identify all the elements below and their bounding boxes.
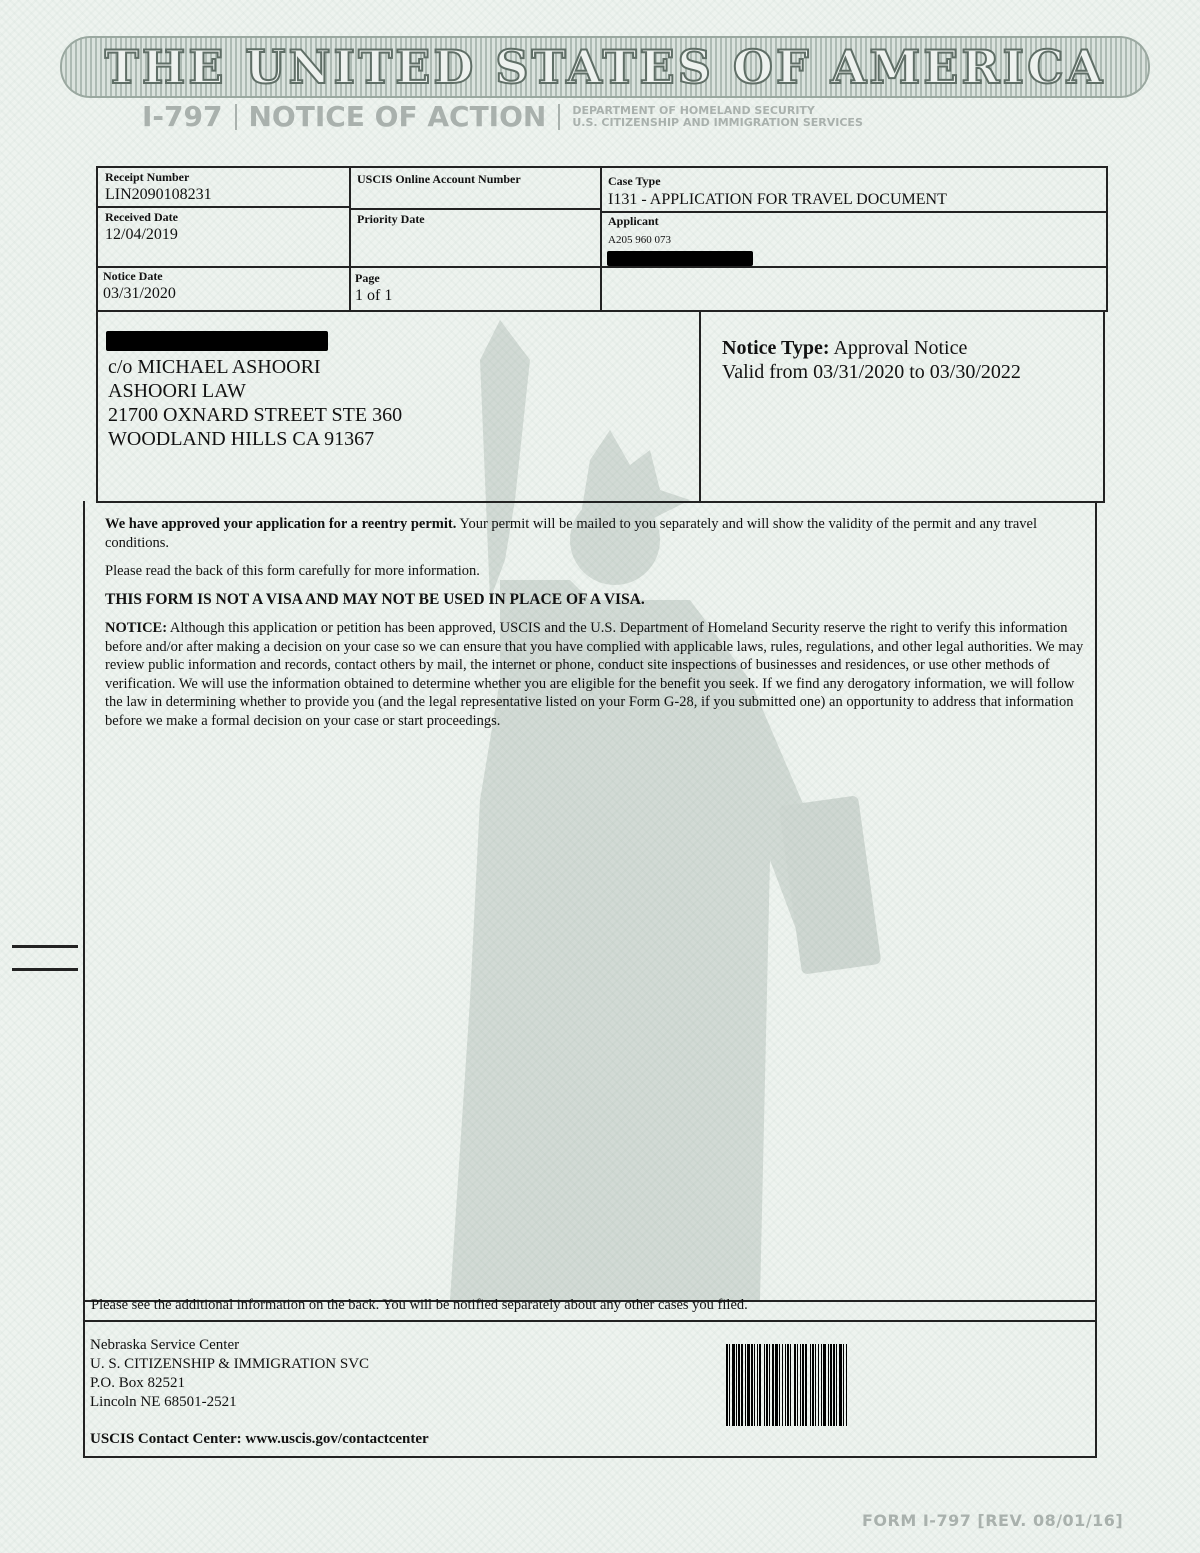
- office-line: Nebraska Service Center: [90, 1337, 240, 1353]
- received-date-label: Received Date: [105, 210, 178, 224]
- additional-info-line: Please see the additional information on the back. You will be notified separately about any other cases you filed.: [91, 1297, 748, 1313]
- page-value: 1 of 1: [355, 287, 393, 304]
- read-back-paragraph: Please read the back of this form carefully for more information.: [105, 563, 480, 579]
- notice-type-label: Notice Type:: [722, 337, 830, 359]
- department-line1: DEPARTMENT OF HOMELAND SECURITY: [572, 103, 815, 117]
- department-name: [572, 105, 863, 129]
- banner-title: THE UNITED STATES OF AMERICA: [104, 40, 1106, 94]
- heading-divider: [558, 104, 560, 130]
- grid-divider: [96, 206, 350, 208]
- footer-divider: [83, 1320, 1097, 1322]
- not-a-visa-warning: THIS FORM IS NOT A VISA AND MAY NOT BE USED IN PLACE OF A VISA.: [105, 590, 645, 608]
- address-line: c/o MICHAEL ASHOORI: [108, 356, 321, 378]
- address-line: ASHOORI LAW: [108, 380, 246, 402]
- grid-divider: [96, 266, 1108, 268]
- notice-paragraph: [105, 619, 1095, 730]
- block-divider: [699, 310, 701, 503]
- barcode-bar: [847, 1344, 848, 1426]
- redaction-bar: [607, 251, 753, 266]
- redaction-bar: [106, 331, 328, 351]
- receipt-number-label: Receipt Number: [105, 170, 190, 184]
- margin-mark: [12, 945, 78, 948]
- barcode: [726, 1344, 956, 1426]
- department-line2: U.S. CITIZENSHIP AND IMMIGRATION SERVICES: [572, 115, 863, 129]
- receipt-number-value: LIN2090108231: [105, 186, 212, 203]
- form-heading: [142, 100, 863, 133]
- applicant-label: Applicant: [608, 214, 659, 228]
- validity-period: Valid from 03/31/2020 to 03/30/2022: [722, 361, 1021, 383]
- form-number: I-797: [142, 100, 223, 133]
- form-title: NOTICE OF ACTION: [248, 100, 547, 133]
- case-type-label: Case Type: [608, 174, 661, 188]
- priority-date-label: Priority Date: [357, 212, 425, 226]
- notice-date-value: 03/31/2020: [103, 285, 176, 302]
- margin-mark: [12, 968, 78, 971]
- header-banner: [60, 36, 1150, 98]
- notice-date-label: Notice Date: [103, 269, 163, 283]
- case-type-value: I131 - APPLICATION FOR TRAVEL DOCUMENT: [608, 191, 947, 208]
- page-label: Page: [355, 271, 380, 285]
- notice-type-value: Approval Notice: [833, 337, 968, 359]
- contact-center: USCIS Contact Center: www.uscis.gov/contactcenter: [90, 1431, 429, 1447]
- online-account-label: USCIS Online Account Number: [357, 172, 521, 186]
- office-line: U. S. CITIZENSHIP & IMMIGRATION SVC: [90, 1356, 370, 1372]
- address-line: WOODLAND HILLS CA 91367: [108, 428, 375, 450]
- notice-type-block: [722, 336, 1021, 384]
- approval-detail: Your permit will be mailed to you separately and will show the validity of the permit and any travel conditions.: [105, 516, 1038, 551]
- notice-lead: NOTICE:: [105, 620, 168, 636]
- grid-divider: [600, 211, 1108, 213]
- approval-paragraph: [105, 515, 1095, 552]
- grid-divider: [600, 166, 602, 312]
- form-revision: FORM I-797 [REV. 08/01/16]: [862, 1511, 1124, 1530]
- case-info-grid: [96, 166, 1108, 312]
- service-center-address: [90, 1336, 369, 1412]
- grid-divider: [349, 166, 351, 312]
- office-line: P.O. Box 82521: [90, 1375, 186, 1391]
- grid-divider: [349, 208, 601, 210]
- applicant-value: A205 960 073: [608, 234, 671, 246]
- address-line: 21700 OXNARD STREET STE 360: [108, 404, 403, 426]
- notice-body: [105, 515, 1095, 740]
- approval-lead: We have approved your application for a reentry permit.: [105, 516, 457, 532]
- mailing-address: [108, 355, 402, 451]
- office-line: Lincoln NE 68501-2521: [90, 1394, 237, 1410]
- received-date-value: 12/04/2019: [105, 226, 178, 243]
- notice-detail: Although this application or petition has been approved, USCIS and the U.S. Department of Homeland Security reserve the right to verify this information before and/or after making a decision on your case so we can ensure that you have complied with applicable laws, rules, regulations, and other legal authorities. We may review public information and records, contact others by mail, the internet or phone, conduct site inspections of businesses and residences, or use other methods of verification. We will use the information obtained to determine whether you are eligible for the benefit you seek. If we find any derogatory information, we will follow the law in determining whether to provide you (and the legal representative listed on your Form G-28, if you submitted one) an opportunity to address that information before we make a formal decision on your case or start proceedings.: [105, 620, 1084, 729]
- heading-divider: [235, 104, 237, 130]
